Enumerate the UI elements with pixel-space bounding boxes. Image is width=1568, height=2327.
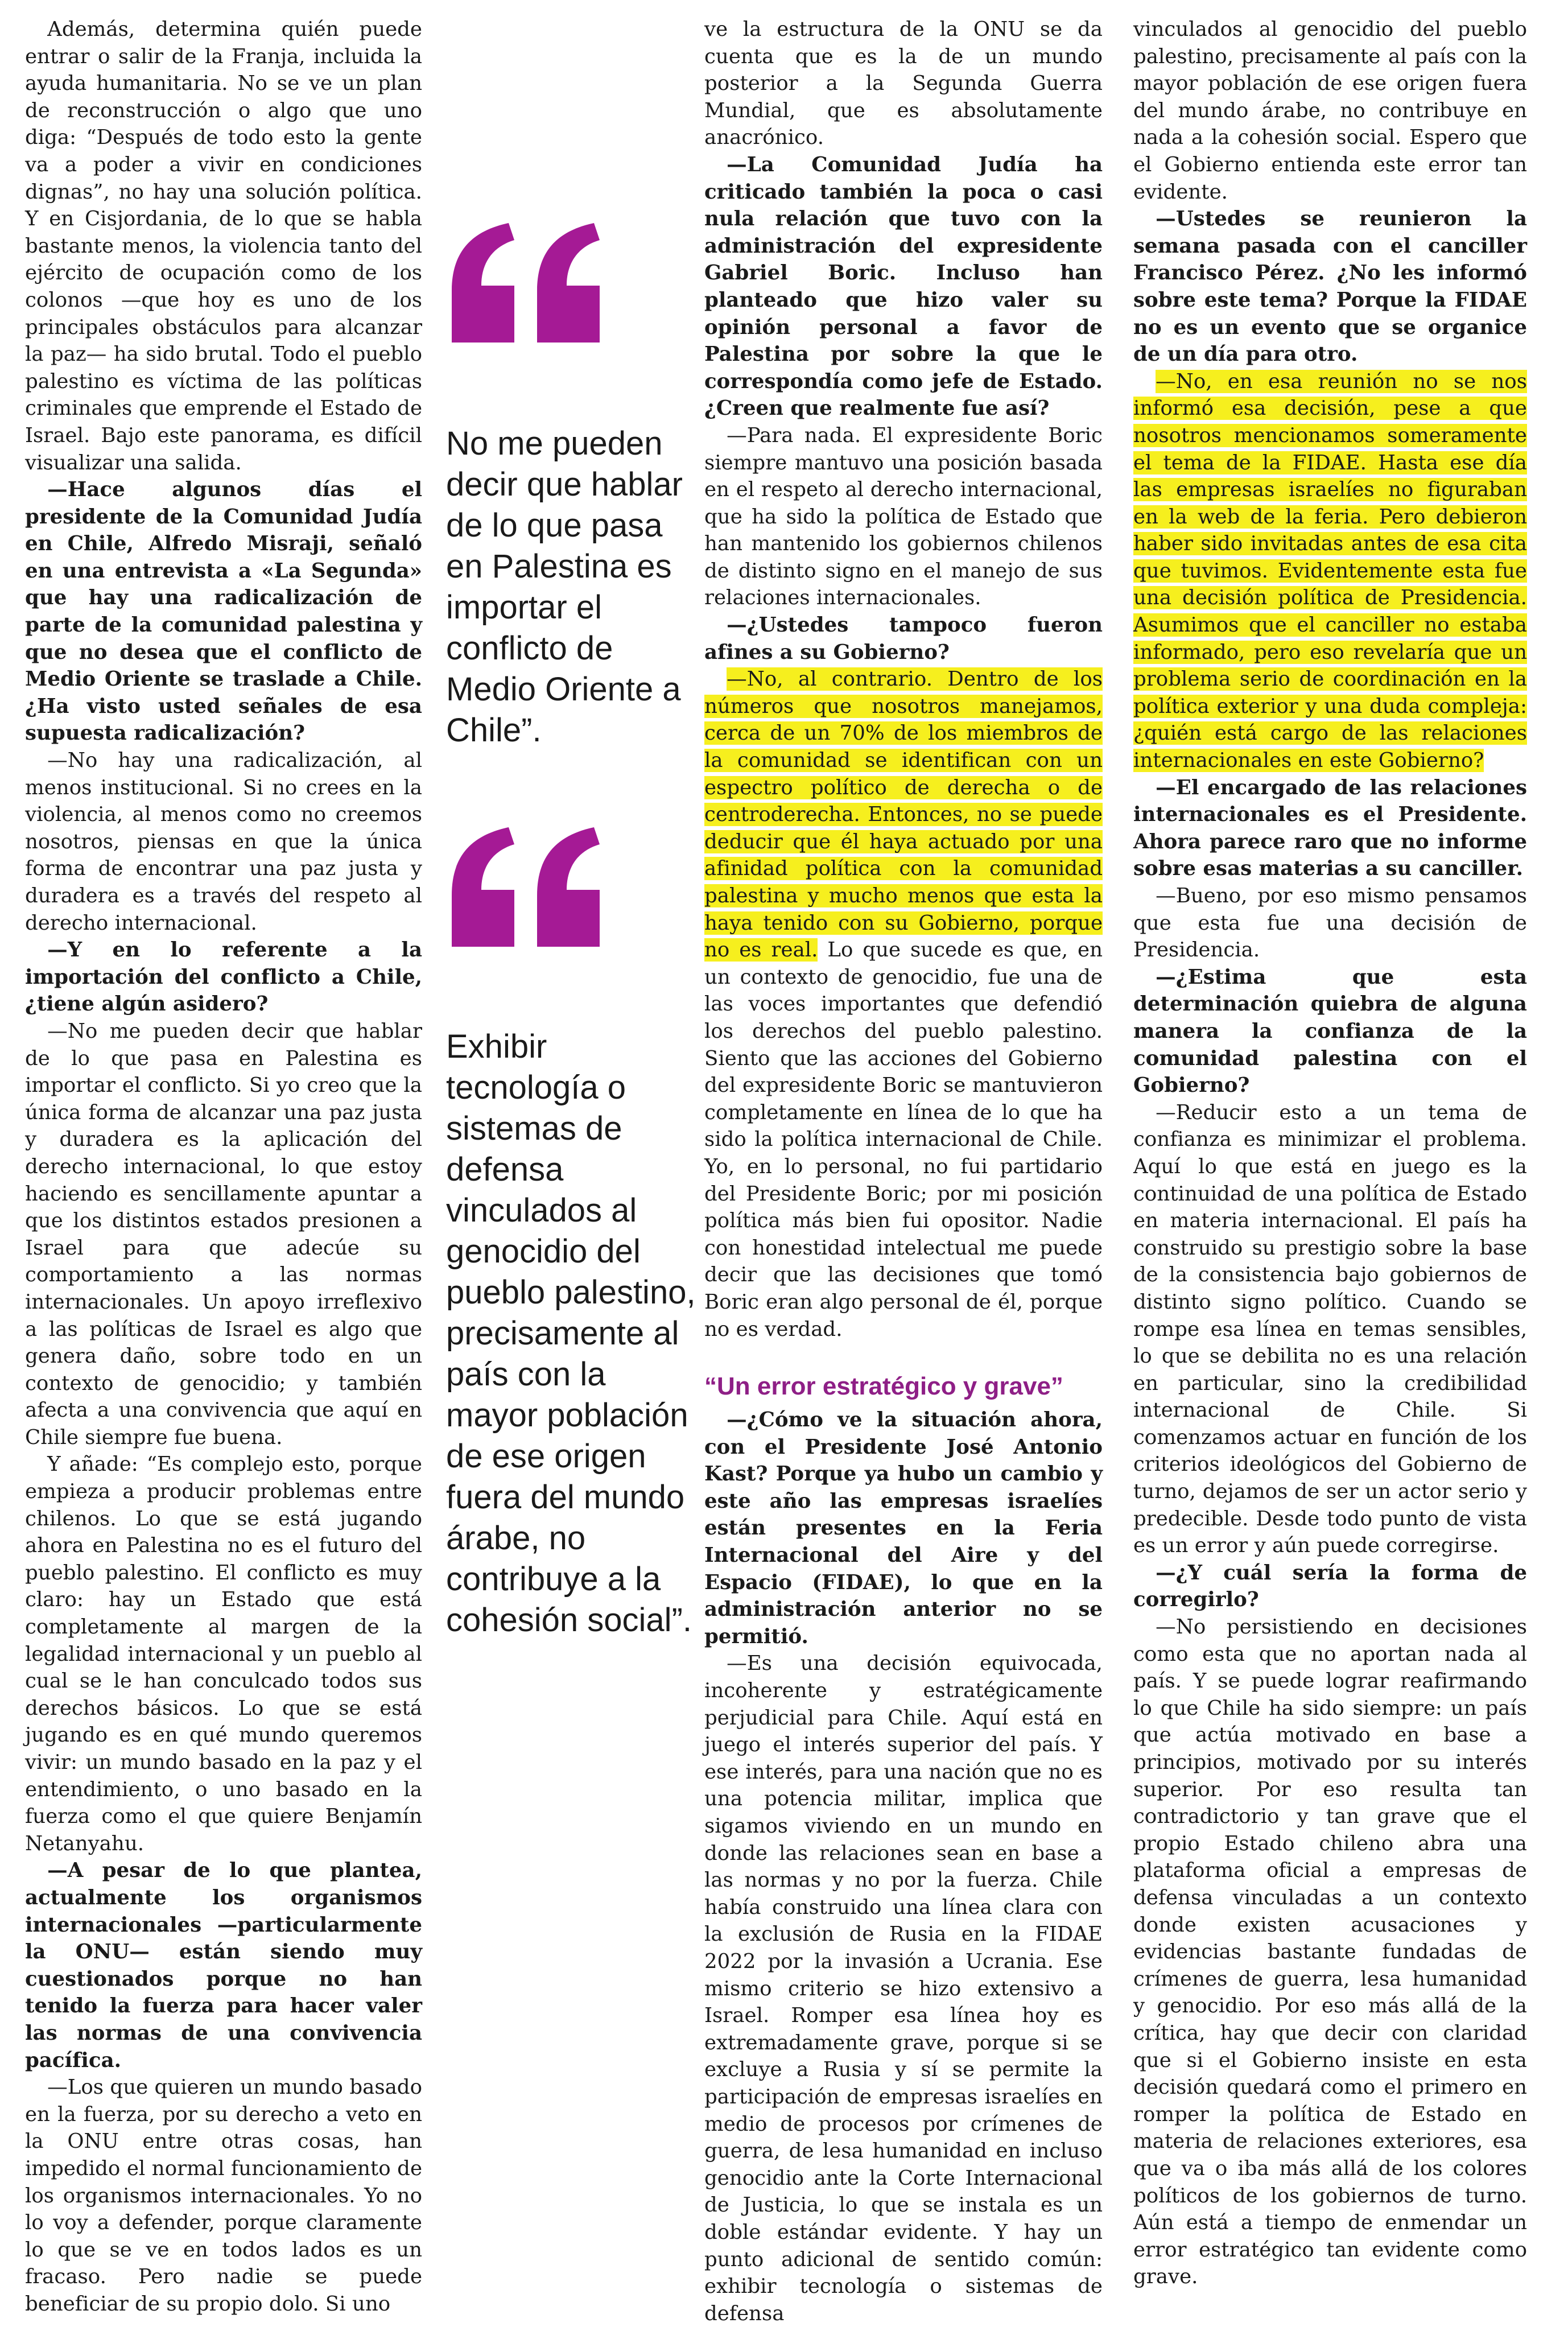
interview-answer: —Es una decisión equivocada, incoherente y estratégicamente perjudicial para Chile. Aquí está en juego el interés superior del país. Y ese interés, para una nación que no es una potencia militar, implica que sigamos viviendo en un mundo en donde las relaciones sean en base a las normas y no por la fuerza. Chile había construido una línea clara con la exclusión de Rusia en la FIDAE 2022 por la invasión a Ucrania. Ese mismo criterio se hizo extensivo a Israel. Romper esa línea hoy es extremadamente grave, porque si se excluye a Rusia y sí se permite la participación de empresas israelíes en medio de procesos por crímenes de guerra, de lesa humanidad en incluso genocidio ante la Corte Internacional de Justicia, lo que se instala es un doble estándar evidente. Y hay un punto adicional de sentido común: exhibir tecnología o sistemas de defensa <box>704 1652 1103 2325</box>
interview-answer: Y añade: “Es complejo esto, porque empieza a producir problemas entre chilenos. Lo que se está jugando ahora en Palestina no es el futuro del pueblo palestino. El conflicto es muy claro: hay un Estado que está completamente al margen de la legalidad internacional y un pueblo al cual se le han conculcado todos sus derechos básicos. Lo que se está jugando es en qué mundo queremos vivir: un mundo basado en la paz y el entendimiento, o uno basado en la fuerza como el que quiere Benjamín Netanyahu. <box>25 1453 422 1855</box>
quote-mark-icon <box>446 223 605 348</box>
highlighted-text: —No, en esa reunión no se nos informó esa decisión, pese a que nosotros mencionamos someramente el tema de la FIDAE. Hasta ese día las empresas israelíes no figuraban en la web de la feria. Pero debieron haber sido invitadas antes de esa cita que tuvimos. Evidentemente esta fue una decisión política de Presidencia. Asumimos que el canciller no estaba informado, pero eso revelaría que un problema serio de coordinación en la política exterior y una duda compleja: ¿quién está cargo de las relaciones internacionales en este Gobierno? <box>1133 369 1527 773</box>
paragraph-text: Lo que sucede es que, en un contexto de genocidio, fue una de las voces importantes que defendió los derechos del pueblo palestino. Siento que las acciones del Gobierno del expresidente Boric se mantuvieron completamente en línea de lo que ha sido la política internacional de Chile. Yo, en lo personal, no fui partidario del Presidente Boric; por mi posición política más bien fui opositor. Nadie con honestidad intelectual me puede decir que las decisiones que tomó Boric eran algo personal de él, porque no es verdad. <box>704 938 1103 1341</box>
interview-answer: —No me pueden decir que hablar de lo que pasa en Palestina es importar el conflicto. Si yo creo que la única forma de alcanzar una paz justa y duradera es la aplicación del derecho internacional, lo que estoy haciendo es sencillamente apuntar a que los distintos estados presionen a Israel para que adecúe su comportamiento a las normas internacionales. Un apoyo irreflexivo a las políticas de Israel es algo que genera daño, sobre todo en un contexto de genocidio; y también afecta a una convivencia que aquí en Chile siempre fue buena. <box>25 1019 422 1449</box>
pull-quote-1: No me pueden decir que hablar de lo que pasa en Palestina es importar el conflicto de Medio Oriente a Chile”. <box>446 425 683 749</box>
interview-question: —¿Y cuál sería la forma de corregirlo? <box>1133 1561 1527 1612</box>
highlighted-text: —No, al contrario. Dentro de los números que nosotros manejamos, cerca de un 70% de los miembros de la comunidad se identifican con un espectro político de derecha o de centroderecha. Entonces, no se puede deducir que él haya actuado por una afinidad política con la comunidad palestina y mucho menos que esta la haya tenido con su Gobierno, porque no es real. <box>704 667 1103 962</box>
interview-answer <box>704 666 1103 1343</box>
interview-question: —Hace algunos días el presidente de la Comunidad Judía en Chile, Alfredo Misraji, señaló en una entrevista a «La Segunda» que hay una radicalización de parte de la comunidad palestina y que no desea que el conflicto de Medio Oriente se traslade a Chile. ¿Ha visto usted señales de esa supuesta radicalización? <box>25 478 422 745</box>
interview-question: —Ustedes se reunieron la semana pasada con el canciller Francisco Pérez. ¿No les informó sobre este tema? Porque la FIDAE no es un evento que se organice de un día para otro. <box>1133 207 1527 366</box>
interview-answer: vinculados al genocidio del pueblo palestino, precisamente al país con la mayor población de ese origen fuera del mundo árabe, no contribuye en nada a la cohesión social. Espero que el Gobierno entienda este error tan evidente. <box>1133 18 1527 204</box>
interview-answer: Además, determina quién puede entrar o salir de la Franja, incluida la ayuda humanitaria. No se ve un plan de reconstrucción o algo que uno diga: “Después de todo esto la gente va a poder a vivir en condiciones dignas”, no hay una solución política. Y en Cisjordania, de lo que se habla bastante menos, la violencia tanto del ejército de ocupación como de los colonos —que hoy es uno de los principales obstáculos para alcanzar la paz— ha sido brutal. Todo el pueblo palestino es víctima de las políticas criminales que emprende el Estado de Israel. Bajo este panorama, es difícil visualizar una salida. <box>25 18 422 475</box>
interview-answer: —No persistiendo en decisiones como esta que no aportan nada al país. Y se puede lograr reafirmando lo que Chile ha sido siempre: un país que actúa motivado en base a principios, motivado por su interés superior. Por eso resulta tan contradictorio y tan grave que el propio Estado chileno abra una plataforma oficial a empresas de defensa vinculadas a un contexto donde existen acusaciones y evidencias bastante fundadas de crímenes de guerra, lesa humanidad y genocidio. Por eso más allá de la crítica, hay que decir con claridad que si el Gobierno insiste en esta decisión quedará como el primero en romper la política de Estado en materia de relaciones exteriores, esa que va o iba más allá de los colores políticos de los gobiernos de turno. Aún está a tiempo de enmendar un error estratégico tan evidente como grave. <box>1133 1615 1527 2289</box>
interview-question: —La Comunidad Judía ha criticado también la poca o casi nula relación que tuvo con la administración del expresidente Gabriel Boric. Incluso han planteado que hizo valer su opinión personal a favor de Palestina por sobre la que le correspondía como jefe de Estado. ¿Creen que realmente fue así? <box>704 152 1103 420</box>
pull-quote-2: Exhibir tecnología o sistemas de defensa vinculados al genocidio del pueblo palestino, precisamente al país con la mayor población de ese origen fuera del mundo árabe, no contribuye a la cohesión social”. <box>446 1028 696 1639</box>
interview-answer: —Los que quieren un mundo basado en la fuerza, por su derecho a veto en la ONU entre otras cosas, han impedido el normal funcionamiento de los organismos internacionales. Yo no lo voy a defender, porque claramente lo que se ve en todos lados es un fracaso. Pero nadie se puede beneficiar de su propio dolo. Si uno <box>25 2076 422 2316</box>
interview-answer: —Reducir esto a un tema de confianza es minimizar el problema. Aquí lo que está en juego es la continuidad de una política de Estado en materia internacional. El país ha construido su prestigio sobre la base de la consistencia bajo gobiernos de distinto signo político. Cuando se rompe esa línea en temas sensibles, lo que se debilita no es una relación en particular, sino la credibilidad internacional de Chile. Si comenzamos actuar en función de los criterios ideológicos del Gobierno de turno, dejamos de ser un actor serio y predecible. Desde todo punto de vista es un error y aún puede corregirse. <box>1133 1100 1527 1558</box>
interview-question: —¿Cómo ve la situación ahora, con el Presidente José Antonio Kast? Porque ya hubo un cambio y este año las empresas israelíes están presentes en la Feria Internacional del Aire y del Espacio (FIDAE), lo que en la administración anterior no se permitió. <box>704 1408 1103 1648</box>
quote-mark-icon <box>446 827 605 952</box>
interview-question: —A pesar de lo que plantea, actualmente los organismos internacionales —particularmente la ONU— están siendo muy cuestionados porque no han tenido la fuerza para hacer valer las normas de una convivencia pacífica. <box>25 1859 422 2072</box>
interview-answer <box>1133 368 1527 774</box>
interview-question: —Y en lo referente a la importación del conflicto a Chile, ¿tiene algún asidero? <box>25 938 422 1016</box>
interview-answer: —Para nada. El expresidente Boric siempre mantuvo una posición basada en el respeto al derecho internacional, que ha sido la política de Estado que han mantenido los gobiernos chilenos de distinto signo en el manejo de sus relaciones internacionales. <box>704 423 1103 610</box>
article-column-3 <box>704 16 1103 2325</box>
interview-answer: —No hay una radicalización, al menos institucional. Si no crees en la violencia, al menos como no creemos nosotros, piensas en que la única forma de encontrar una paz justa y duradera es a través del respeto al derecho internacional. <box>25 749 422 935</box>
section-subhead: “Un error estratégico y grave” <box>704 1372 1063 1401</box>
article-column-1 <box>25 16 422 2316</box>
interview-answer: ve la estructura de la ONU se da cuenta que es la de un mundo posterior a la Segunda Guerra Mundial, que es absolutamente anacrónico. <box>704 18 1103 150</box>
interview-question: —¿Estima que esta determinación quiebra de alguna manera la confianza de la comunidad palestina con el Gobierno? <box>1133 965 1527 1098</box>
interview-answer: —Bueno, por eso mismo pensamos que esta fue una decisión de Presidencia. <box>1133 884 1527 962</box>
interview-question: —¿Ustedes tampoco fueron afines a su Gobierno? <box>704 613 1103 664</box>
article-column-4 <box>1133 16 1527 2289</box>
interview-question: —El encargado de las relaciones internacionales es el Presidente. Ahora parece raro que no informe sobre esas materias a su canciller. <box>1133 775 1527 881</box>
